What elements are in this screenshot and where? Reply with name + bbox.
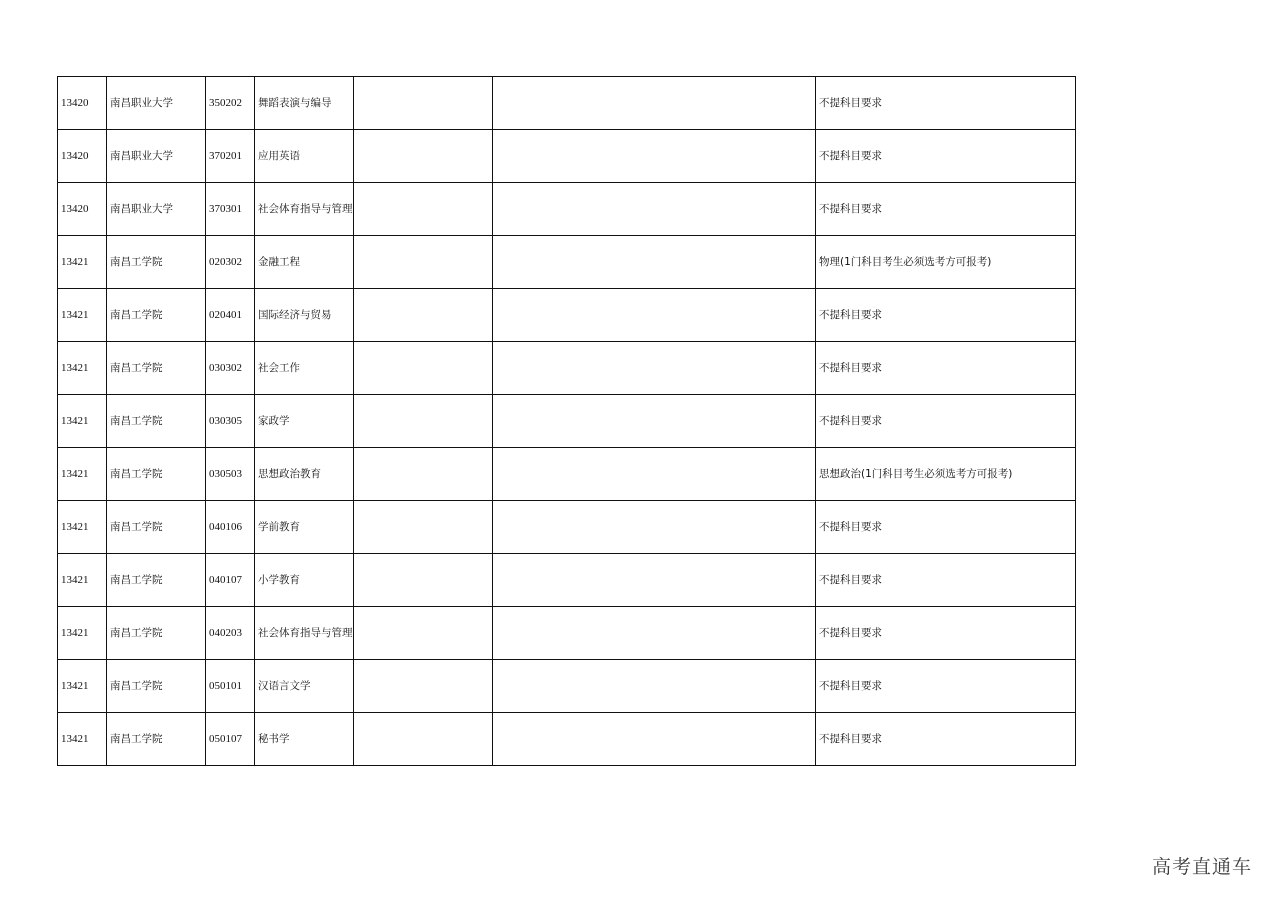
empty-cell [354, 289, 493, 342]
major-code-cell: 370301 [206, 183, 255, 236]
table-row [58, 660, 1076, 713]
school-code-cell: 13421 [58, 236, 107, 289]
major-code-cell: 020401 [206, 289, 255, 342]
empty-cell [493, 130, 816, 183]
major-name-cell: 应用英语 [255, 130, 354, 183]
table-row [58, 77, 1076, 130]
school-code-cell: 13420 [58, 130, 107, 183]
subject-requirement-cell: 不提科目要求 [816, 554, 1076, 607]
school-code-cell: 13421 [58, 501, 107, 554]
table-row [58, 713, 1076, 766]
empty-cell [493, 607, 816, 660]
major-name-cell: 社会体育指导与管理 [255, 607, 354, 660]
major-code-cell: 040203 [206, 607, 255, 660]
subject-requirement-cell: 思想政治(1门科目考生必须选考方可报考) [816, 448, 1076, 501]
empty-cell [493, 236, 816, 289]
table-row [58, 395, 1076, 448]
table-row [58, 130, 1076, 183]
watermark-text: 高考直通车 [1151, 856, 1252, 878]
major-code-cell: 040106 [206, 501, 255, 554]
school-name-cell: 南昌工学院 [107, 607, 206, 660]
requirements-table [57, 76, 1076, 766]
major-name-cell: 社会工作 [255, 342, 354, 395]
school-code-cell: 13421 [58, 289, 107, 342]
major-name-cell: 学前教育 [255, 501, 354, 554]
school-name-cell: 南昌职业大学 [107, 130, 206, 183]
major-code-cell: 030503 [206, 448, 255, 501]
table-row [58, 554, 1076, 607]
empty-cell [354, 395, 493, 448]
major-name-cell: 汉语言文学 [255, 660, 354, 713]
school-name-cell: 南昌职业大学 [107, 183, 206, 236]
empty-cell [493, 342, 816, 395]
subject-requirement-cell: 不提科目要求 [816, 713, 1076, 766]
subject-requirement-cell: 不提科目要求 [816, 289, 1076, 342]
subject-requirement-cell: 不提科目要求 [816, 130, 1076, 183]
school-name-cell: 南昌工学院 [107, 501, 206, 554]
empty-cell [493, 289, 816, 342]
major-code-cell: 030302 [206, 342, 255, 395]
school-code-cell: 13421 [58, 660, 107, 713]
major-code-cell: 020302 [206, 236, 255, 289]
empty-cell [354, 77, 493, 130]
table-row [58, 289, 1076, 342]
school-name-cell: 南昌工学院 [107, 713, 206, 766]
subject-requirement-cell: 不提科目要求 [816, 660, 1076, 713]
major-name-cell: 思想政治教育 [255, 448, 354, 501]
subject-requirement-cell: 不提科目要求 [816, 77, 1076, 130]
table-row [58, 607, 1076, 660]
major-code-cell: 050101 [206, 660, 255, 713]
empty-cell [354, 501, 493, 554]
table-row [58, 183, 1076, 236]
school-name-cell: 南昌工学院 [107, 554, 206, 607]
major-name-cell: 小学教育 [255, 554, 354, 607]
empty-cell [493, 660, 816, 713]
school-code-cell: 13421 [58, 554, 107, 607]
school-code-cell: 13421 [58, 448, 107, 501]
school-name-cell: 南昌工学院 [107, 448, 206, 501]
empty-cell [354, 448, 493, 501]
table-row [58, 342, 1076, 395]
empty-cell [354, 660, 493, 713]
subject-requirement-cell: 不提科目要求 [816, 501, 1076, 554]
table-row [58, 236, 1076, 289]
empty-cell [354, 342, 493, 395]
subject-requirement-cell: 不提科目要求 [816, 342, 1076, 395]
major-name-cell: 家政学 [255, 395, 354, 448]
empty-cell [354, 130, 493, 183]
major-name-cell: 国际经济与贸易 [255, 289, 354, 342]
empty-cell [354, 236, 493, 289]
subject-requirement-cell: 不提科目要求 [816, 395, 1076, 448]
major-name-cell: 舞蹈表演与编导 [255, 77, 354, 130]
subject-requirement-cell: 不提科目要求 [816, 183, 1076, 236]
major-name-cell: 秘书学 [255, 713, 354, 766]
table-body [58, 77, 1076, 766]
subject-requirement-cell: 物理(1门科目考生必须选考方可报考) [816, 236, 1076, 289]
school-name-cell: 南昌职业大学 [107, 77, 206, 130]
empty-cell [493, 713, 816, 766]
empty-cell [354, 607, 493, 660]
empty-cell [354, 713, 493, 766]
school-name-cell: 南昌工学院 [107, 289, 206, 342]
empty-cell [354, 183, 493, 236]
school-name-cell: 南昌工学院 [107, 342, 206, 395]
school-code-cell: 13421 [58, 713, 107, 766]
major-name-cell: 金融工程 [255, 236, 354, 289]
empty-cell [493, 183, 816, 236]
table-row [58, 501, 1076, 554]
major-code-cell: 040107 [206, 554, 255, 607]
table-row [58, 448, 1076, 501]
major-code-cell: 030305 [206, 395, 255, 448]
school-name-cell: 南昌工学院 [107, 660, 206, 713]
major-code-cell: 350202 [206, 77, 255, 130]
empty-cell [493, 554, 816, 607]
major-name-cell: 社会体育指导与管理 [255, 183, 354, 236]
empty-cell [354, 554, 493, 607]
major-code-cell: 050107 [206, 713, 255, 766]
school-code-cell: 13420 [58, 183, 107, 236]
empty-cell [493, 395, 816, 448]
subject-requirement-cell: 不提科目要求 [816, 607, 1076, 660]
empty-cell [493, 448, 816, 501]
school-code-cell: 13420 [58, 77, 107, 130]
empty-cell [493, 77, 816, 130]
school-name-cell: 南昌工学院 [107, 236, 206, 289]
school-code-cell: 13421 [58, 342, 107, 395]
school-code-cell: 13421 [58, 607, 107, 660]
major-code-cell: 370201 [206, 130, 255, 183]
school-code-cell: 13421 [58, 395, 107, 448]
school-name-cell: 南昌工学院 [107, 395, 206, 448]
empty-cell [493, 501, 816, 554]
